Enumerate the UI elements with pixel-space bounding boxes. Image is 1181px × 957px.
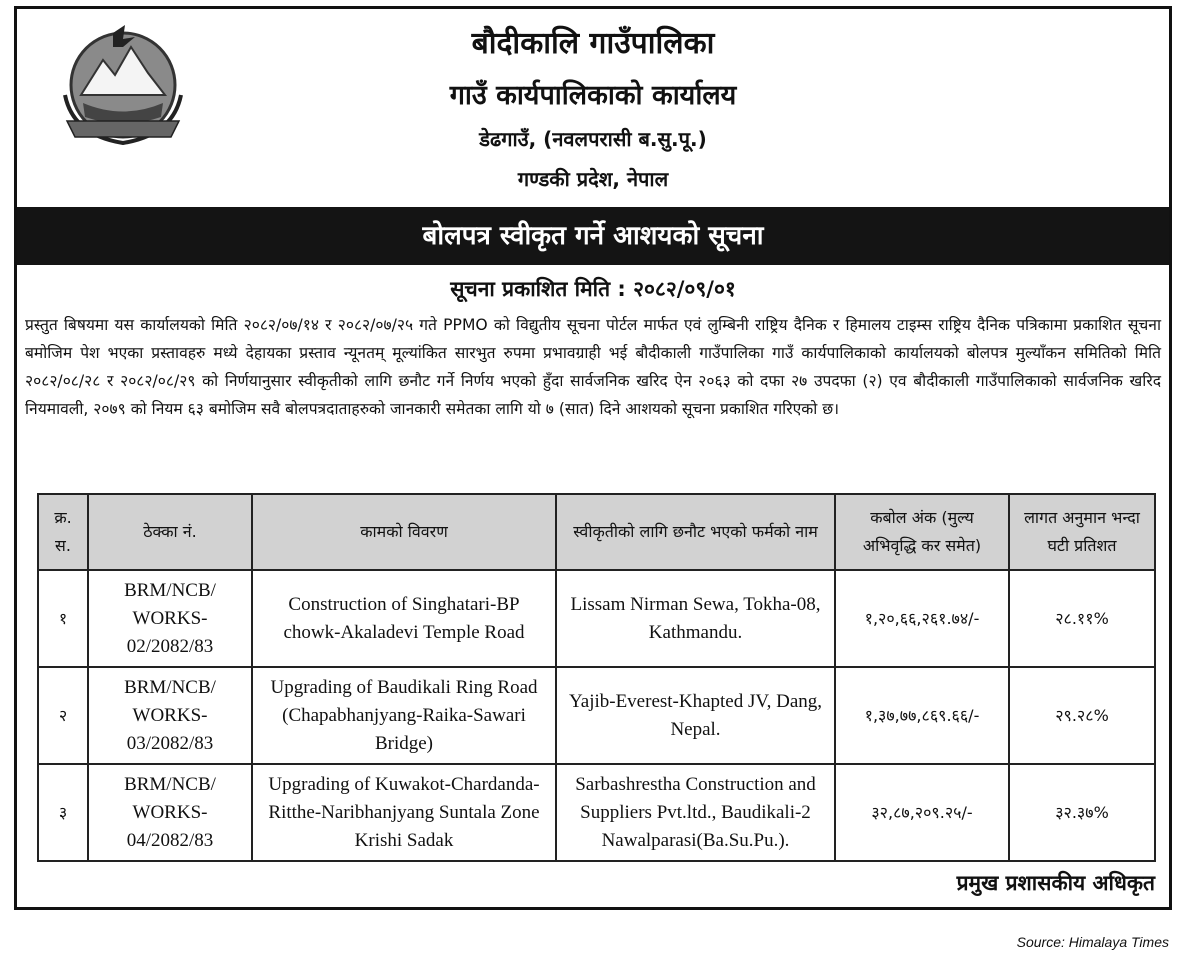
province-country: गण्डकी प्रदेश, नेपाल xyxy=(517,167,669,191)
notice-frame xyxy=(14,6,1172,910)
col-header-percent-below-estimate: लागत अनुमान भन्दा घटी प्रतिशत xyxy=(1009,494,1155,570)
cell-work-description: Upgrading of Kuwakot-Chardanda-Ritthe-Naribhanjyang Suntala Zone Krishi Sadak xyxy=(252,764,556,861)
source-credit: Source: Himalaya Times xyxy=(1016,934,1169,950)
cell-work-description: Construction of Singhatari-BP chowk-Akaladevi Temple Road xyxy=(252,570,556,667)
col-header-firm-name: स्वीकृतीको लागि छनौट भएको फर्मको नाम xyxy=(556,494,835,570)
cell-work-description: Upgrading of Baudikali Ring Road (Chapabhanjyang-Raika-Sawari Bridge) xyxy=(252,667,556,764)
cell-firm-name: Lissam Nirman Sewa, Tokha-08, Kathmandu. xyxy=(556,570,835,667)
cell-percent-below: २८.११% xyxy=(1009,570,1155,667)
municipality-name: बौदीकालि गाउँपालिका xyxy=(471,26,715,61)
cell-serial: १ xyxy=(38,570,88,667)
signatory-title: प्रमुख प्रशासकीय अधिकृत xyxy=(956,871,1155,895)
cell-firm-name: Sarbashrestha Construction and Suppliers Pvt.ltd., Baudikali-2 Nawalparasi(Ba.Su.Pu.). xyxy=(556,764,835,861)
cell-bid-amount: १,२०,६६,२६१.७४/- xyxy=(835,570,1009,667)
office-name: गाउँ कार्यपालिकाको कार्यालय xyxy=(449,80,737,111)
cell-serial: २ xyxy=(38,667,88,764)
tender-table xyxy=(37,493,1156,862)
cell-percent-below: ३२.३७% xyxy=(1009,764,1155,861)
cell-firm-name: Yajib-Everest-Khapted JV, Dang, Nepal. xyxy=(556,667,835,764)
col-header-work-description: कामको विवरण xyxy=(252,494,556,570)
cell-contract-no: BRM/NCB/ WORKS- 03/2082/83 xyxy=(88,667,252,764)
table-row xyxy=(38,667,1155,764)
office-address: डेढगाउँ, (नवलपरासी ब.सु.पू.) xyxy=(479,127,707,151)
cell-percent-below: २९.२८% xyxy=(1009,667,1155,764)
cell-contract-no: BRM/NCB/ WORKS- 02/2082/83 xyxy=(88,570,252,667)
cell-bid-amount: १,३७,७७,८६९.६६/- xyxy=(835,667,1009,764)
cell-contract-no: BRM/NCB/ WORKS- 04/2082/83 xyxy=(88,764,252,861)
table-row xyxy=(38,570,1155,667)
notice-title-banner: बोलपत्र स्वीकृत गर्ने आशयको सूचना xyxy=(17,207,1169,265)
cell-serial: ३ xyxy=(38,764,88,861)
col-header-serial: क्र. स. xyxy=(38,494,88,570)
cell-bid-amount: ३२,८७,२०९.२५/- xyxy=(835,764,1009,861)
col-header-contract-no: ठेक्का नं. xyxy=(88,494,252,570)
table-row xyxy=(38,764,1155,861)
col-header-bid-amount: कबोल अंक (मुल्य अभिवृद्धि कर समेत) xyxy=(835,494,1009,570)
table-header-row xyxy=(38,494,1155,570)
publication-date: सूचना प्रकाशित मिति : २०८२/०९/०१ xyxy=(450,277,736,301)
notice-body-paragraph: प्रस्तुत बिषयमा यस कार्यालयको मिति २०८२/०७/१४ र २०८२/०७/२५ गते PPMO को विद्युतीय सूचना पोर्टल मार्फत एवं लुम्बिनी राष्ट्रिय दैनिक र हिमालय टाइम्स राष्ट्रिय दैनिक पत्रिकामा प्रकाशित सूचना बमोजिम पेश भएका प्रस्तावहरु मध्ये देहायका प्रस्ताव न्यूनतम् मूल्यांकित सारभुत रुपमा प्रभावग्राही भई बौदीकाली गाउँपालिका गाउँ कार्यपालिकाको कार्यालयको बोलपत्र मुल्याँकन समितिको मिति २०८२/०८/२८ र २०८२/०८/२९ को निर्णयानुसार स्वीकृतीको लागि छनौट गर्ने निर्णय भएको हुँदा सार्वजनिक खरिद ऐन २०६३ को दफा २७ उपदफा (२) एव बौदीकाली गाउँपालिकाको सार्वजनिक खरिद नियमावली, २०७९ को नियम ६३ बमोजिम सवै बोलपत्रदाताहरुको जानकारी समेतका लागि यो ७ (सात) दिने आशयको सूचना प्रकाशित गरिएको छ। xyxy=(25,316,1161,418)
